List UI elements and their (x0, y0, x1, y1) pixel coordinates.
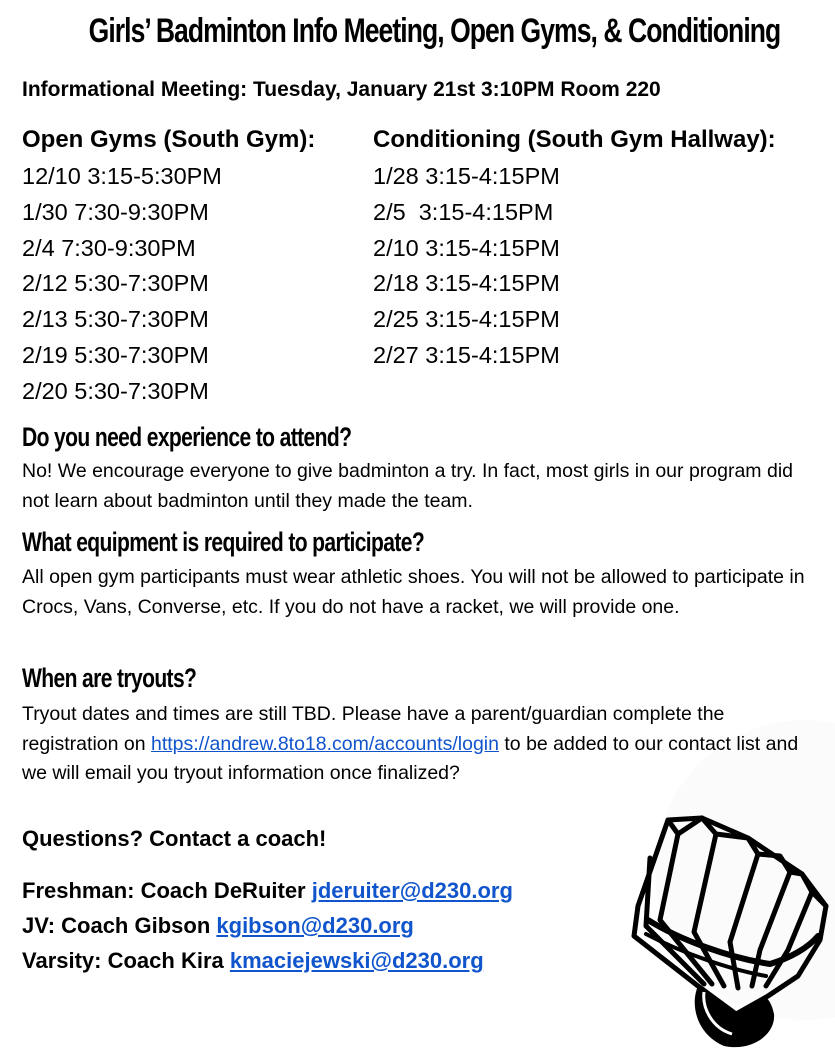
tryouts-answer (22, 700, 812, 789)
conditioning-date: 1/28 3:15-4:15PM (373, 163, 560, 189)
registration-link[interactable]: https://andrew.8to18.com/accounts/login (151, 732, 499, 755)
tryouts-answer-text: to be added to our contact list and we will email you tryout information once finalized? (22, 732, 799, 784)
conditioning-date: 2/27 3:15-4:15PM (373, 341, 560, 368)
shuttlecock-icon (620, 808, 835, 1052)
coach-email-link[interactable]: kmaciejewski@d230.org (229, 948, 484, 973)
tryouts-answer-text: Tryout dates and times are still TBD. Please have a parent/guardian complete the registration on (22, 703, 725, 755)
experience-answer: No! We encourage everyone to give badminton a try. In fact, most girls in our program did not learn about badminton until they made the team. (22, 460, 793, 512)
open-gym-date: 2/20 5:30-7:30PM (22, 377, 209, 404)
coach-freshman (22, 878, 513, 904)
coach-label: Freshman: Coach DeRuiter (22, 878, 306, 903)
conditioning-heading: Conditioning (South Gym Hallway): (373, 126, 776, 153)
conditioning-date: 2/25 3:15-4:15PM (373, 306, 560, 333)
coach-jv (22, 913, 414, 939)
conditioning-column (373, 125, 776, 374)
tryouts-question: When are tryouts? (22, 663, 197, 693)
conditioning-date: 2/18 3:15-4:15PM (373, 270, 560, 297)
coach-email-link[interactable]: jderuiter@d230.org (311, 878, 513, 903)
open-gym-date: 2/19 5:30-7:30PM (22, 341, 209, 368)
open-gym-date: 2/12 5:30-7:30PM (22, 270, 209, 297)
coach-email-link[interactable]: kgibson@d230.org (216, 913, 414, 938)
open-gym-date: 1/30 7:30-9:30PM (22, 198, 209, 225)
open-gym-date: 2/4 7:30-9:30PM (22, 234, 196, 261)
coach-label: Varsity: Coach Kira (22, 948, 224, 973)
conditioning-date: 2/5 3:15-4:15PM (373, 198, 554, 225)
coach-varsity (22, 948, 484, 974)
open-gym-date: 12/10 3:15-5:30PM (22, 163, 222, 189)
open-gym-date: 2/13 5:30-7:30PM (22, 306, 209, 333)
equipment-answer: All open gym participants must wear athletic shoes. You will not be allowed to participate in Crocs, Vans, Converse, etc. If you do not have a racket, we will provide one. (22, 566, 805, 618)
contact-heading: Questions? Contact a coach! (22, 826, 327, 851)
open-gyms-column (22, 125, 315, 410)
coach-label: JV: Coach Gibson (22, 913, 211, 938)
page-title: Girls’ Badminton Info Meeting, Open Gyms, & Conditioning (88, 12, 781, 50)
conditioning-date: 2/10 3:15-4:15PM (373, 234, 560, 261)
equipment-question: What equipment is required to participate? (22, 527, 425, 557)
open-gyms-heading: Open Gyms (South Gym): (22, 126, 316, 153)
meeting-info: Informational Meeting: Tuesday, January 21st 3:10PM Room 220 (22, 78, 661, 101)
experience-question: Do you need experience to attend? (22, 422, 352, 452)
